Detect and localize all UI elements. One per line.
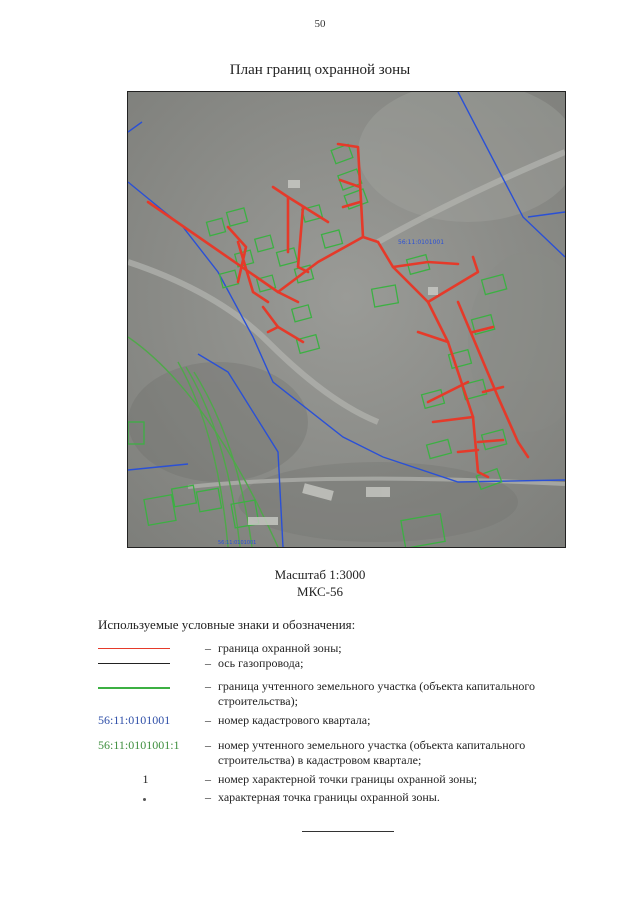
scale-block [0, 566, 640, 600]
page-number: 50 [314, 18, 326, 30]
black-line-symbol [98, 663, 170, 664]
point-dot-symbol [143, 798, 146, 801]
coordinate-system: МКС-56 [297, 584, 343, 599]
legend-dash: – [205, 641, 211, 655]
legend-dash: – [205, 772, 211, 786]
end-rule [302, 831, 394, 832]
legend-symbol [98, 772, 198, 787]
plot-code-sample: 56:11:0101001:1 [98, 738, 180, 752]
legend-dash: – [205, 656, 211, 670]
quarter-code-sample: 56:11:0101001 [98, 713, 171, 727]
legend-text: номер кадастрового квартала; [218, 713, 371, 727]
legend-text: характерная точка границы охранной зоны. [218, 790, 440, 804]
legend-dash: – [205, 713, 211, 727]
point-number-sample: 1 [142, 772, 149, 786]
satellite-map [128, 92, 565, 547]
legend-dash: – [205, 790, 211, 804]
legend-symbol [98, 713, 198, 728]
settlement-quarter-tag: 56:11:0101001 [398, 239, 445, 246]
page-title: План границ охранной зоны [229, 62, 411, 78]
legend-title: Используемые условные знаки и обозначения: [98, 617, 356, 632]
legend-symbol [98, 679, 198, 694]
legend-text: ось газопровода; [218, 656, 304, 670]
bottom-quarter-tag: 56:11:0101001 [218, 540, 257, 546]
map-image [127, 91, 566, 548]
red-line-symbol [98, 648, 170, 649]
legend-text: номер учтенного земельного участка (объекта капитального строительства) в кадастровом квартале; [218, 738, 526, 767]
legend-symbol [98, 641, 198, 656]
legend-dash: – [205, 679, 211, 693]
scale-line: Масштаб 1:3000 [274, 567, 366, 582]
legend-text: граница охранной зоны; [218, 641, 342, 655]
legend-symbol [98, 790, 198, 805]
legend-dash: – [205, 738, 211, 752]
legend-text: граница учтенного земельного участка (объекта капитального строительства); [218, 679, 536, 708]
legend-symbol [98, 738, 198, 753]
green-line-symbol [98, 687, 170, 689]
legend-symbol [98, 656, 198, 671]
legend-text: номер характерной точки границы охранной зоны; [218, 772, 478, 786]
